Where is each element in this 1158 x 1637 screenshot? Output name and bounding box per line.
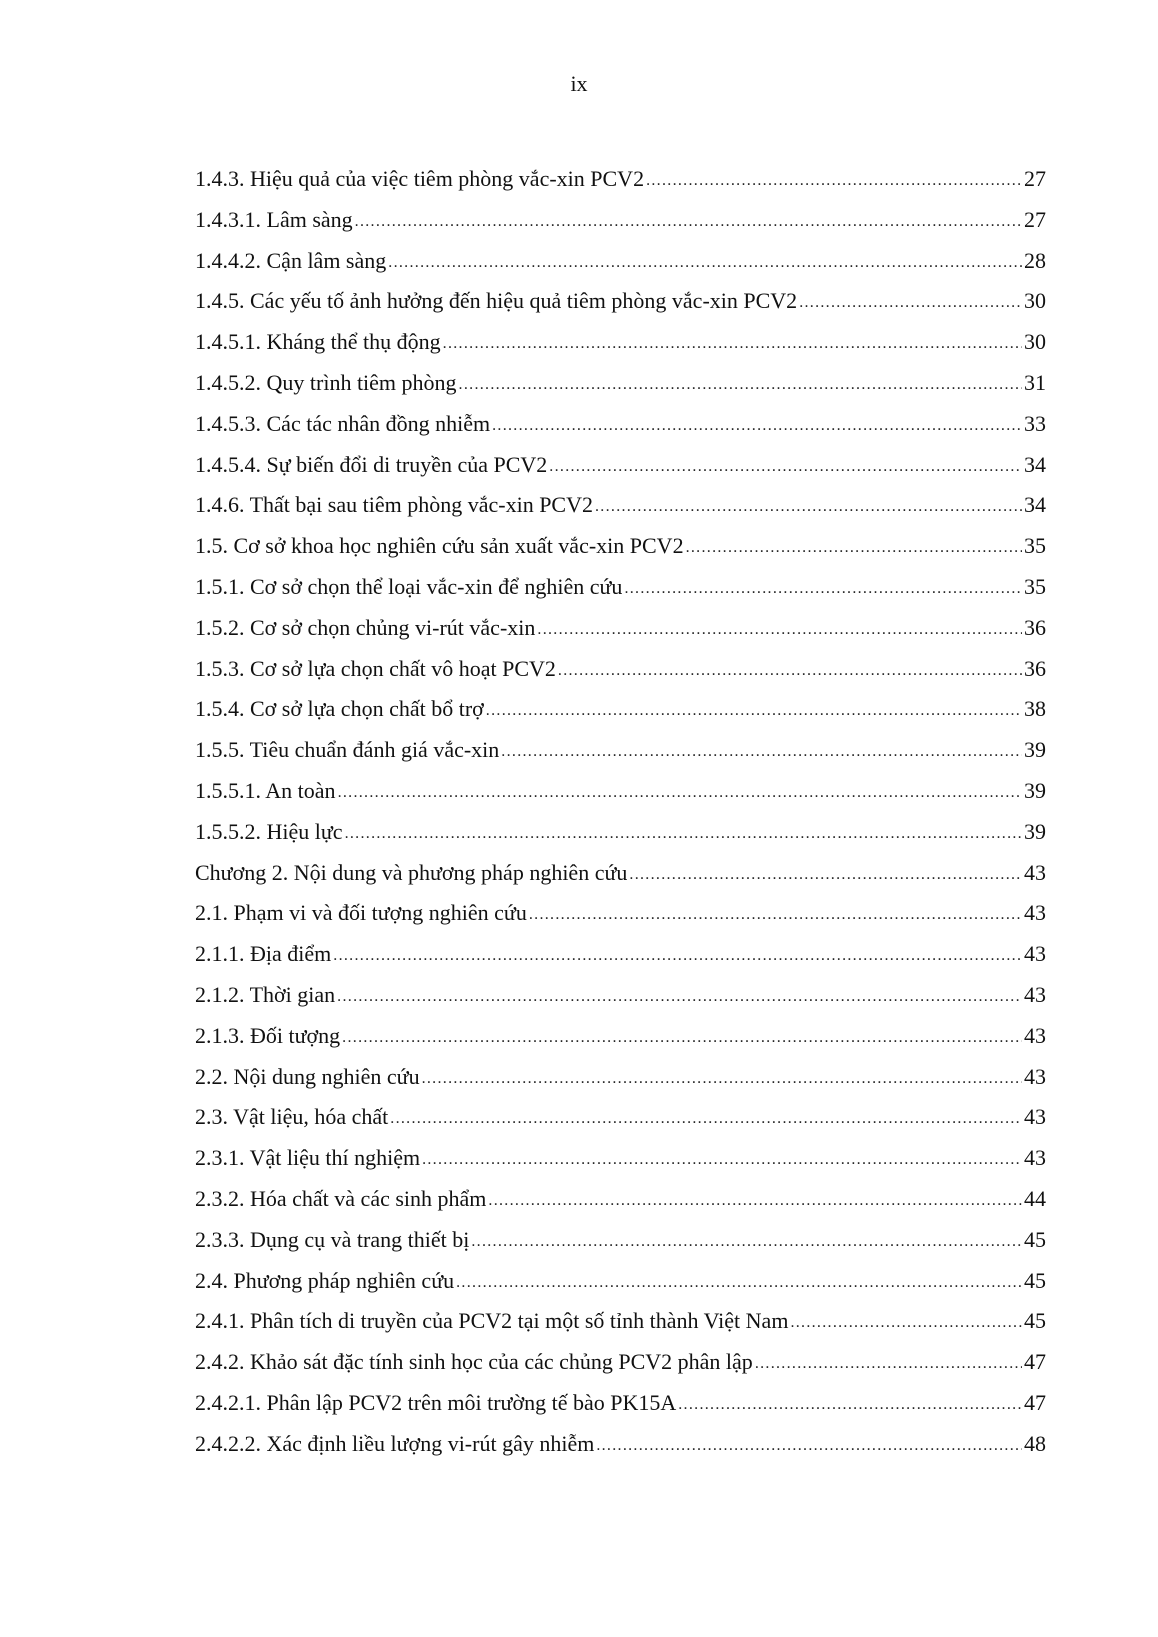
toc-entry-title: 1.4.3. Hiệu quả của việc tiêm phòng vắc-xin PCV2 xyxy=(195,166,645,191)
toc-entry-page: 39 xyxy=(1024,737,1046,763)
toc-dot-leader xyxy=(529,896,1022,930)
toc-entry-page: 45 xyxy=(1024,1226,1046,1252)
toc-entry[interactable] xyxy=(195,733,1046,774)
toc-entry-page: 30 xyxy=(1024,288,1046,314)
toc-entry-title: 2.4.1. Phân tích di truyền của PCV2 tại một số tỉnh thành Việt Nam xyxy=(195,1308,789,1334)
toc-dot-leader xyxy=(345,815,1022,849)
toc-dot-leader xyxy=(390,1100,1022,1134)
toc-entry[interactable] xyxy=(195,1304,1046,1345)
toc-entry-page: 43 xyxy=(1024,941,1046,967)
toc-entry[interactable] xyxy=(195,529,1046,570)
toc-entry[interactable] xyxy=(195,611,1046,652)
toc-dot-leader xyxy=(799,284,1022,318)
toc-entry-page: 33 xyxy=(1024,410,1046,436)
toc-entry-title: 1.5.5. Tiêu chuẩn đánh giá vắc-xin xyxy=(195,737,500,763)
toc-entry-page: 43 xyxy=(1024,900,1046,926)
toc-entry-page: 43 xyxy=(1024,1022,1046,1048)
toc-entry-title: 2.1.2. Thời gian xyxy=(195,981,336,1007)
toc-entry-title: 1.5.2. Cơ sở chọn chủng vi-rút vắc-xin xyxy=(195,614,536,640)
toc-entry-page: 34 xyxy=(1024,451,1046,477)
page-number: ix xyxy=(570,71,588,96)
toc-entry[interactable] xyxy=(195,652,1046,693)
toc-dot-leader xyxy=(422,1060,1022,1094)
toc-entry-page: 36 xyxy=(1024,655,1046,681)
toc-entry-title: 1.4.5.2. Quy trình tiêm phòng xyxy=(195,369,457,395)
toc-entry-title: Chương 2. Nội dung và phương pháp nghiên cứu xyxy=(195,859,628,885)
toc-dot-leader xyxy=(537,611,1022,645)
toc-entry-title: 1.5.1. Cơ sở chọn thể loại vắc-xin để nghiên cứu xyxy=(195,573,623,599)
toc-entry[interactable] xyxy=(195,856,1046,897)
toc-entry-page: 39 xyxy=(1024,777,1046,803)
toc-dot-leader xyxy=(549,448,1022,482)
toc-entry-page: 45 xyxy=(1024,1308,1046,1334)
toc-entry-page: 31 xyxy=(1024,369,1046,395)
table-of-contents xyxy=(195,162,1046,1468)
toc-entry-title: 2.1.1. Địa điểm xyxy=(195,941,332,967)
toc-entry-title: 2.1. Phạm vi và đối tượng nghiên cứu xyxy=(195,900,527,926)
toc-entry-page: 28 xyxy=(1024,247,1046,273)
toc-entry-title: 2.3. Vật liệu, hóa chất xyxy=(195,1104,389,1130)
toc-entry-title: 1.4.5. Các yếu tố ảnh hưởng đến hiệu quả tiêm phòng vắc-xin PCV2 xyxy=(195,288,798,314)
toc-entry[interactable] xyxy=(195,774,1046,815)
toc-entry[interactable] xyxy=(195,570,1046,611)
toc-entry[interactable] xyxy=(195,1019,1046,1060)
toc-entry-page: 44 xyxy=(1024,1185,1046,1211)
toc-entry-page: 45 xyxy=(1024,1267,1046,1293)
toc-entry[interactable] xyxy=(195,366,1046,407)
toc-entry-title: 2.4.2.2. Xác định liều lượng vi-rút gây nhiễm xyxy=(195,1430,595,1456)
toc-entry-title: 2.1.3. Đối tượng xyxy=(195,1022,341,1048)
toc-entry-title: 1.4.4.2. Cận lâm sàng xyxy=(195,247,387,273)
toc-dot-leader xyxy=(338,774,1022,808)
toc-entry-title: 1.5.5.2. Hiệu lực xyxy=(195,818,343,844)
toc-dot-leader xyxy=(456,1264,1022,1298)
toc-dot-leader xyxy=(471,1223,1022,1257)
toc-dot-leader xyxy=(646,162,1022,196)
toc-entry[interactable] xyxy=(195,1264,1046,1305)
toc-entry-page: 36 xyxy=(1024,614,1046,640)
toc-entry-title: 1.4.5.4. Sự biến đổi di truyền của PCV2 xyxy=(195,451,548,477)
toc-entry-title: 1.5.5.1. An toàn xyxy=(195,777,336,803)
toc-entry[interactable] xyxy=(195,1141,1046,1182)
toc-entry[interactable] xyxy=(195,448,1046,489)
toc-entry[interactable] xyxy=(195,1427,1046,1468)
toc-entry-title: 1.5.4. Cơ sở lựa chọn chất bổ trợ xyxy=(195,696,484,722)
toc-entry-title: 1.4.5.1. Kháng thể thụ động xyxy=(195,329,441,355)
toc-entry-page: 27 xyxy=(1024,166,1046,191)
toc-entry[interactable] xyxy=(195,162,1046,203)
toc-entry-title: 2.3.2. Hóa chất và các sinh phẩm xyxy=(195,1185,487,1211)
toc-entry-page: 35 xyxy=(1024,533,1046,559)
toc-entry-title: 2.4.2. Khảo sát đặc tính sinh học của các chủng PCV2 phân lập xyxy=(195,1349,753,1375)
toc-dot-leader xyxy=(755,1345,1022,1379)
toc-entry-page: 43 xyxy=(1024,859,1046,885)
toc-entry-title: 1.4.6. Thất bại sau tiêm phòng vắc-xin PCV2 xyxy=(195,492,593,518)
toc-dot-leader xyxy=(388,244,1022,278)
toc-entry[interactable] xyxy=(195,692,1046,733)
toc-dot-leader xyxy=(337,978,1022,1012)
toc-entry-page: 43 xyxy=(1024,1063,1046,1089)
toc-entry-page: 43 xyxy=(1024,981,1046,1007)
toc-entry[interactable] xyxy=(195,1386,1046,1427)
toc-entry[interactable] xyxy=(195,1060,1046,1101)
toc-entry-title: 2.2. Nội dung nghiên cứu xyxy=(195,1063,420,1089)
toc-dot-leader xyxy=(488,1182,1022,1216)
toc-entry-title: 1.5.3. Cơ sở lựa chọn chất vô hoạt PCV2 xyxy=(195,655,556,681)
toc-dot-leader xyxy=(422,1141,1022,1175)
toc-entry[interactable] xyxy=(195,203,1046,244)
toc-entry-title: 1.5. Cơ sở khoa học nghiên cứu sản xuất vắc-xin PCV2 xyxy=(195,533,684,559)
toc-entry-title: 2.3.3. Dụng cụ và trang thiết bị xyxy=(195,1226,470,1252)
toc-dot-leader xyxy=(790,1304,1022,1338)
toc-entry-page: 38 xyxy=(1024,696,1046,722)
toc-entry[interactable] xyxy=(195,1100,1046,1141)
toc-entry[interactable] xyxy=(195,978,1046,1019)
toc-dot-leader xyxy=(443,325,1022,359)
toc-dot-leader xyxy=(686,529,1022,563)
toc-entry-title: 2.3.1. Vật liệu thí nghiệm xyxy=(195,1145,421,1171)
toc-entry-page: 43 xyxy=(1024,1145,1046,1171)
toc-entry[interactable] xyxy=(195,284,1046,325)
toc-dot-leader xyxy=(624,570,1022,604)
toc-dot-leader xyxy=(492,407,1022,441)
toc-entry-page: 47 xyxy=(1024,1349,1046,1375)
toc-entry-page: 48 xyxy=(1024,1430,1046,1456)
toc-dot-leader xyxy=(355,203,1022,237)
toc-dot-leader xyxy=(596,1427,1022,1461)
toc-entry[interactable] xyxy=(195,937,1046,978)
toc-entry-page: 30 xyxy=(1024,329,1046,355)
toc-entry[interactable] xyxy=(195,1223,1046,1264)
toc-entry[interactable] xyxy=(195,1182,1046,1223)
toc-entry-page: 39 xyxy=(1024,818,1046,844)
toc-dot-leader xyxy=(459,366,1022,400)
toc-entry-page: 27 xyxy=(1024,206,1046,232)
toc-entry[interactable] xyxy=(195,407,1046,448)
toc-dot-leader xyxy=(678,1386,1022,1420)
toc-entry-page: 34 xyxy=(1024,492,1046,518)
toc-entry-title: 2.4.2.1. Phân lập PCV2 trên môi trường tế bào PK15A xyxy=(195,1389,677,1415)
toc-dot-leader xyxy=(629,856,1022,890)
toc-dot-leader xyxy=(595,488,1022,522)
toc-dot-leader xyxy=(333,937,1022,971)
toc-entry-title: 1.4.3.1. Lâm sàng xyxy=(195,206,353,232)
toc-entry[interactable] xyxy=(195,1345,1046,1386)
toc-entry[interactable] xyxy=(195,896,1046,937)
toc-entry-page: 47 xyxy=(1024,1389,1046,1415)
toc-dot-leader xyxy=(501,733,1022,767)
toc-entry-page: 35 xyxy=(1024,573,1046,599)
toc-entry[interactable] xyxy=(195,815,1046,856)
toc-dot-leader xyxy=(342,1019,1022,1053)
toc-entry[interactable] xyxy=(195,325,1046,366)
toc-entry-title: 2.4. Phương pháp nghiên cứu xyxy=(195,1267,455,1293)
toc-dot-leader xyxy=(558,652,1022,686)
toc-entry-page: 43 xyxy=(1024,1104,1046,1130)
toc-entry[interactable] xyxy=(195,488,1046,529)
toc-entry[interactable] xyxy=(195,244,1046,285)
toc-entry-title: 1.4.5.3. Các tác nhân đồng nhiễm xyxy=(195,410,491,436)
toc-dot-leader xyxy=(486,692,1022,726)
